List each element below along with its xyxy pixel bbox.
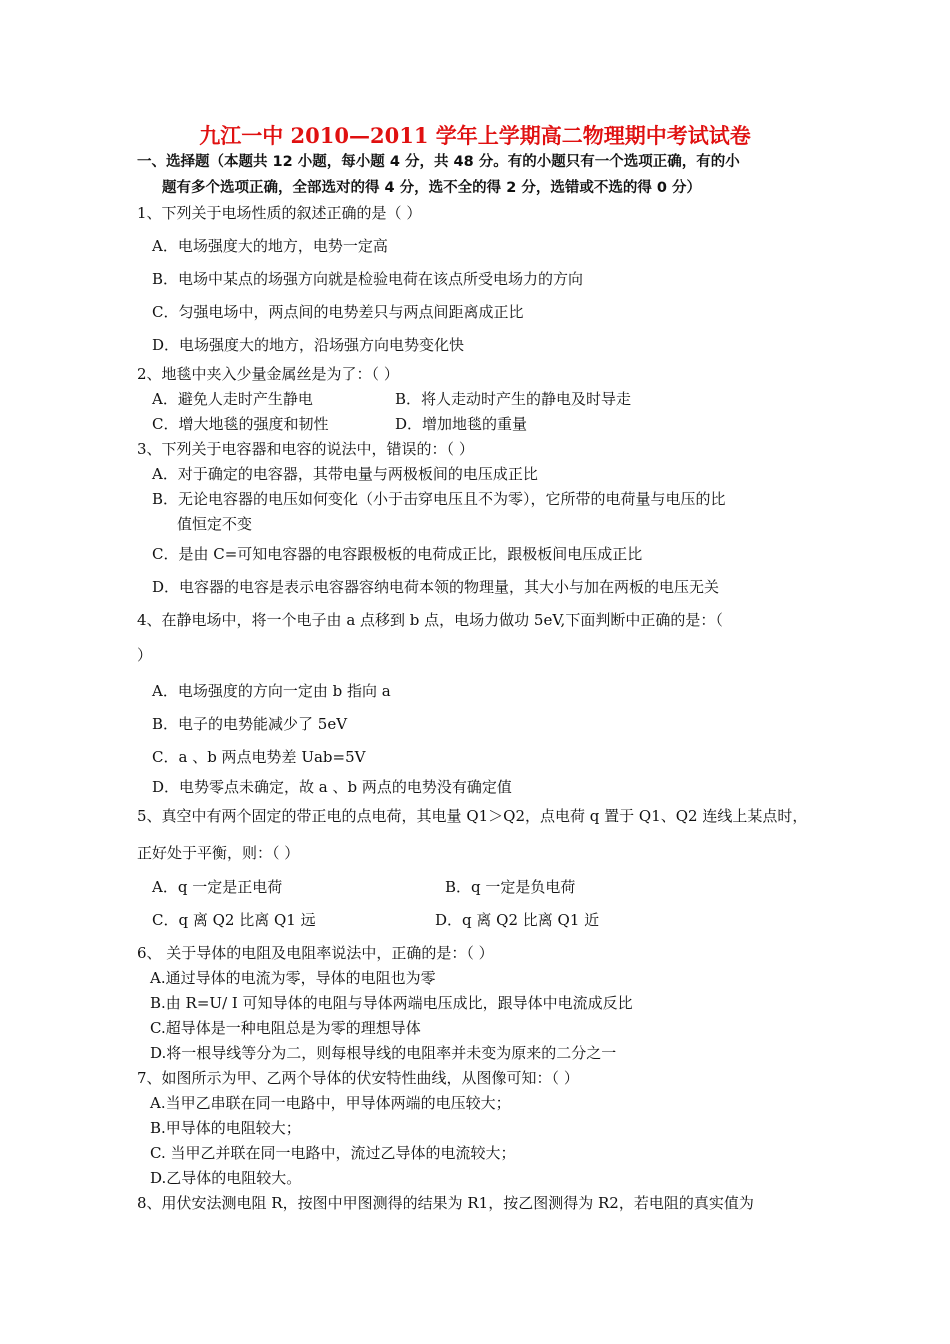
q3-option-a: A．对于确定的电容器，其带电量与两极板间的电压成正比 <box>152 465 538 483</box>
q2-stem: 2、地毯中夹入少量金属丝是为了：（ ） <box>137 365 399 383</box>
q5-stem-line2: 正好处于平衡，则：（ ） <box>137 844 300 862</box>
q1-stem: 1、下列关于电场性质的叙述正确的是（ ） <box>137 204 422 222</box>
q4-stem-line1: 4、在静电场中，将一个电子由 a 点移到 b 点，电场力做功 5eV,下面判断中正确的是：（ <box>137 611 723 629</box>
q6-stem: 6、 关于导体的电阻及电阻率说法中，正确的是：（ ） <box>137 944 494 962</box>
q3-stem: 3、下列关于电容器和电容的说法中，错误的：（ ） <box>137 440 474 458</box>
q1-option-d: D．电场强度大的地方，沿场强方向电势变化快 <box>152 336 465 354</box>
q8-stem: 8、用伏安法测电阻 R，按图中甲图测得的结果为 R1，按乙图测得为 R2，若电阻的真实值为 <box>137 1194 754 1212</box>
q3-option-b-line1: B．无论电容器的电压如何变化（小于击穿电压且不为零），它所带的电荷量与电压的比 <box>152 490 726 508</box>
q7-stem: 7、如图所示为甲、乙两个导体的伏安特性曲线，从图像可知：（ ） <box>137 1069 579 1087</box>
q5-option-a: A．q 一定是正电荷 <box>152 878 283 896</box>
q5-stem-line1: 5、真空中有两个固定的带正电的点电荷，其电量 Q1＞Q2，点电荷 q 置于 Q1、Q2 连线上某点时， <box>137 807 808 825</box>
q3-option-c: C．是由 C=可知电容器的电容跟极板的电荷成正比，跟极板间电压成正比 <box>152 545 643 563</box>
q1-option-b: B．电场中某点的场强方向就是检验电荷在该点所受电场力的方向 <box>152 270 584 288</box>
q4-option-d: D．电势零点未确定，故 a 、b 两点的电势没有确定值 <box>152 778 512 796</box>
q5-option-d: D．q 离 Q2 比离 Q1 近 <box>435 911 600 929</box>
q4-option-b: B．电子的电势能减少了 5eV <box>152 715 348 733</box>
q3-option-d: D．电容器的电容是表示电容器容纳电荷本领的物理量，其大小与加在两板的电压无关 <box>152 578 720 596</box>
section-header-line2: 题有多个选项正确，全部选对的得 4 分，选不全的得 2 分，选错或不选的得 0 分） <box>162 180 702 196</box>
q6-option-d: D.将一根导线等分为二，则每根导线的电阻率并未变为原来的二分之一 <box>150 1044 617 1062</box>
q6-option-a: A.通过导体的电流为零，导体的电阻也为零 <box>150 969 436 987</box>
section-header-line1: 一、选择题（本题共 12 小题，每小题 4 分，共 48 分。有的小题只有一个选项正确，有的小 <box>137 154 740 170</box>
q2-option-a: A．避免人走时产生静电 <box>152 390 313 408</box>
q5-option-b: B．q 一定是负电荷 <box>445 878 576 896</box>
q7-option-c: C. 当甲乙并联在同一电路中，流过乙导体的电流较大； <box>150 1144 516 1162</box>
q3-option-b-line2: 值恒定不变 <box>177 515 253 533</box>
q2-option-d: D．增加地毯的重量 <box>395 415 528 433</box>
page-title: 九江一中 2010—2011 学年上学期高二物理期中考试试卷 <box>199 123 751 148</box>
q4-option-a: A．电场强度的方向一定由 b 指向 a <box>152 682 391 700</box>
q4-stem-line2: ） <box>137 646 153 664</box>
q5-option-c: C．q 离 Q2 比离 Q1 远 <box>152 911 316 929</box>
q2-option-b: B．将人走动时产生的静电及时导走 <box>395 390 632 408</box>
q7-option-a: A.当甲乙串联在同一电路中，甲导体两端的电压较大； <box>150 1094 511 1112</box>
q7-option-b: B.甲导体的电阻较大； <box>150 1119 301 1137</box>
q7-option-d: D.乙导体的电阻较大。 <box>150 1169 302 1187</box>
q6-option-b: B.由 R=U/ I 可知导体的电阻与导体两端电压成比，跟导体中电流成反比 <box>150 994 633 1012</box>
q1-option-c: C．匀强电场中，两点间的电势差只与两点间距离成正比 <box>152 303 524 321</box>
q6-option-c: C.超导体是一种电阻总是为零的理想导体 <box>150 1019 421 1037</box>
q1-option-a: A．电场强度大的地方，电势一定高 <box>152 237 388 255</box>
q4-option-c: C．a 、b 两点电势差 Uab=5V <box>152 748 366 766</box>
q2-option-c: C．增大地毯的强度和韧性 <box>152 415 329 433</box>
